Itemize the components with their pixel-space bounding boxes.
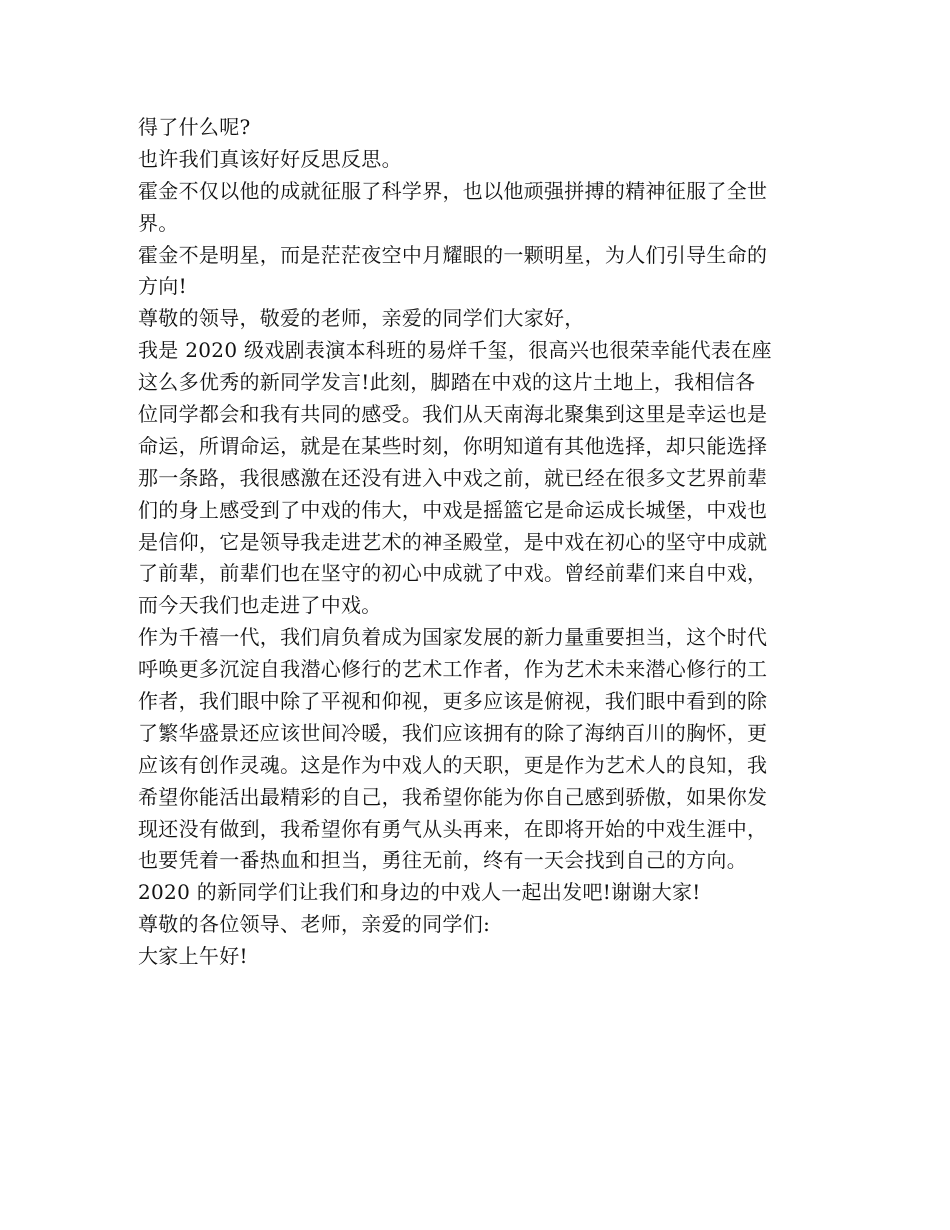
- text-line: 我是 2020 级戏剧表演本科班的易烊千玺，很高兴也很荣幸能代表在座: [138, 338, 772, 363]
- text-line: 应该有创作灵魂。这是作为中戏人的天职，更是作为艺术人的良知，我: [138, 752, 768, 777]
- text-line: 了前辈，前辈们也在坚守的初心中成就了中戏。曾经前辈们来自中戏，: [138, 561, 768, 586]
- text-line: 尊敬的领导，敬爱的老师，亲爱的同学们大家好，: [138, 306, 585, 331]
- text-line: 了繁华盛景还应该世间冷暖，我们应该拥有的除了海纳百川的胸怀，更: [138, 720, 768, 745]
- text-line: 尊敬的各位领导、老师，亲爱的同学们:: [138, 912, 491, 937]
- text-line: 是信仰，它是领导我走进艺术的神圣殿堂，是中戏在初心的坚守中成就: [138, 529, 768, 554]
- text-line: 位同学都会和我有共同的感受。我们从天南海北聚集到这里是幸运也是: [138, 402, 768, 427]
- text-line: 也要凭着一番热血和担当，勇往无前，终有一天会找到自己的方向。: [138, 848, 747, 873]
- text-line: 现还没有做到，我希望你有勇气从头再来，在即将开始的中戏生涯中，: [138, 816, 768, 841]
- text-line: 命运，所谓命运，就是在某些时刻，你明知道有其他选择，却只能选择: [138, 433, 768, 458]
- text-line: 希望你能活出最精彩的自己，我希望你能为你自己感到骄傲，如果你发: [138, 784, 768, 809]
- text-line: 也许我们真该好好反思反思。: [138, 146, 402, 171]
- text-line: 那一条路，我很感激在还没有进入中戏之前，就已经在很多文艺界前辈: [138, 465, 768, 490]
- text-line: 作为千禧一代，我们肩负着成为国家发展的新力量重要担当，这个时代: [138, 625, 768, 650]
- text-line: 而今天我们也走进了中戏。: [138, 593, 382, 618]
- text-line: 大家上午好!: [138, 944, 248, 969]
- text-line: 得了什么呢?: [138, 115, 251, 139]
- text-line: 们的身上感受到了中戏的伟大，中戏是摇篮它是命运成长城堡，中戏也: [138, 497, 768, 522]
- text-line: 呼唤更多沉淀自我潜心修行的艺术工作者，作为艺术未来潜心修行的工: [138, 657, 768, 682]
- document-body: [138, 112, 818, 973]
- text-line: 这么多优秀的新同学发言!此刻，脚踏在中戏的这片土地上，我相信各: [138, 370, 756, 395]
- text-line: 方向!: [138, 274, 187, 299]
- text-line: 2020 的新同学们让我们和身边的中戏人一起出发吧!谢谢大家!: [138, 880, 701, 905]
- text-line: 霍金不仅以他的成就征服了科学界，也以他顽强拼搏的精神征服了全世: [138, 178, 768, 203]
- text-line: 霍金不是明星，而是茫茫夜空中月耀眼的一颗明星，为人们引导生命的: [138, 242, 768, 267]
- text-line: 作者，我们眼中除了平视和仰视，更多应该是俯视，我们眼中看到的除: [138, 689, 768, 714]
- text-line: 界。: [138, 210, 179, 235]
